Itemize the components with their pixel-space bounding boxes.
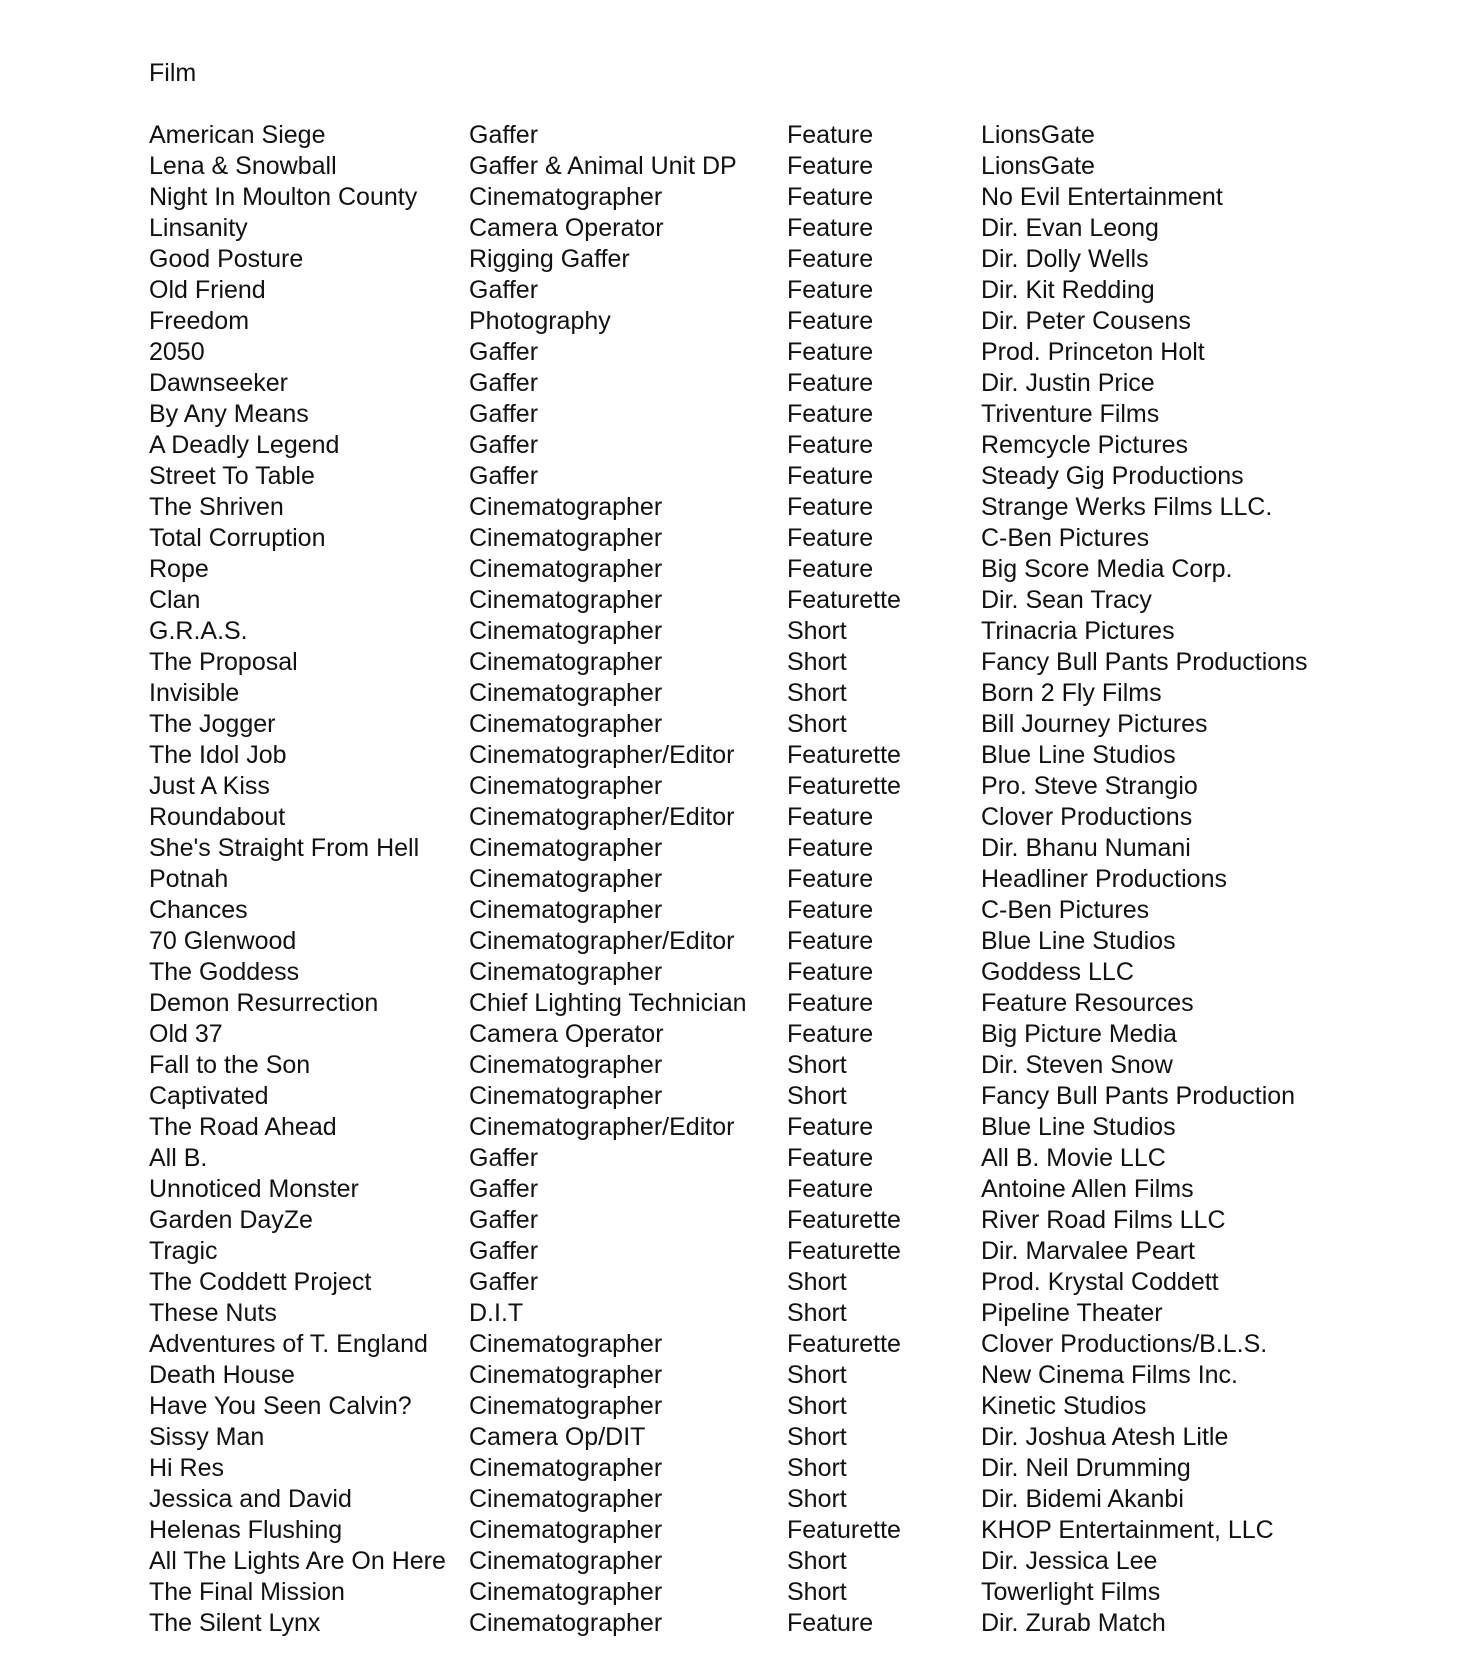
credit-client: Trinacria Pictures: [981, 617, 1175, 645]
credit-client: All B. Movie LLC: [981, 1144, 1166, 1172]
credit-role: Cinematographer: [469, 958, 663, 986]
credit-client: Dir. Kit Redding: [981, 276, 1155, 304]
credit-client: Dir. Marvalee Peart: [981, 1237, 1195, 1265]
credit-type: Feature: [787, 152, 874, 180]
credit-type: Short: [787, 1051, 847, 1079]
credit-title: Invisible: [149, 679, 240, 707]
credit-type: Short: [787, 1485, 847, 1513]
credit-title: Total Corruption: [149, 524, 326, 552]
credit-title: The Road Ahead: [149, 1113, 337, 1141]
credit-client: Pipeline Theater: [981, 1299, 1163, 1327]
credit-title: American Siege: [149, 121, 326, 149]
credit-type: Featurette: [787, 1330, 901, 1358]
credit-title: She's Straight From Hell: [149, 834, 420, 862]
credit-row: [149, 926, 1379, 957]
credit-role: Gaffer: [469, 1268, 539, 1296]
credit-type: Feature: [787, 927, 874, 955]
credit-row: [149, 461, 1379, 492]
credit-role: Gaffer: [469, 338, 539, 366]
credit-role: Cinematographer/Editor: [469, 927, 735, 955]
credit-row: [149, 554, 1379, 585]
credit-title: Night In Moulton County: [149, 183, 418, 211]
credit-role: Cinematographer: [469, 493, 663, 521]
credit-client: KHOP Entertainment, LLC: [981, 1516, 1274, 1544]
credit-title: The Silent Lynx: [149, 1609, 321, 1637]
credit-title: Adventures of T. England: [149, 1330, 428, 1358]
credit-row: [149, 1019, 1379, 1050]
credit-row: [149, 1453, 1379, 1484]
credit-role: Cinematographer: [469, 1516, 663, 1544]
credit-client: LionsGate: [981, 152, 1095, 180]
credit-type: Short: [787, 679, 847, 707]
credit-title: All B.: [149, 1144, 208, 1172]
credit-client: Dir. Zurab Match: [981, 1609, 1166, 1637]
credit-row: [149, 1205, 1379, 1236]
credit-client: Dir. Steven Snow: [981, 1051, 1173, 1079]
credit-title: These Nuts: [149, 1299, 277, 1327]
credit-row: [149, 1329, 1379, 1360]
credit-row: [149, 771, 1379, 802]
credit-type: Featurette: [787, 772, 901, 800]
credit-client: Bill Journey Pictures: [981, 710, 1208, 738]
credit-title: The Shriven: [149, 493, 284, 521]
credit-type: Feature: [787, 803, 874, 831]
credit-type: Short: [787, 1299, 847, 1327]
credit-client: Dir. Sean Tracy: [981, 586, 1152, 614]
credit-type: Feature: [787, 369, 874, 397]
credit-role: Cinematographer: [469, 1547, 663, 1575]
credit-row: [149, 120, 1379, 151]
credit-row: [149, 1143, 1379, 1174]
credit-type: Feature: [787, 183, 874, 211]
credit-type: Short: [787, 710, 847, 738]
credit-row: [149, 1267, 1379, 1298]
credit-type: Feature: [787, 989, 874, 1017]
credit-type: Feature: [787, 1020, 874, 1048]
credit-title: Old 37: [149, 1020, 223, 1048]
credit-title: Good Posture: [149, 245, 304, 273]
credit-row: [149, 399, 1379, 430]
credit-role: Gaffer: [469, 1144, 539, 1172]
credit-row: [149, 616, 1379, 647]
credit-title: G.R.A.S.: [149, 617, 248, 645]
credit-type: Featurette: [787, 1206, 901, 1234]
credit-client: Steady Gig Productions: [981, 462, 1244, 490]
credit-client: Triventure Films: [981, 400, 1160, 428]
credit-type: Feature: [787, 896, 874, 924]
credit-title: Fall to the Son: [149, 1051, 311, 1079]
credit-title: By Any Means: [149, 400, 309, 428]
credit-row: [149, 678, 1379, 709]
credit-client: C-Ben Pictures: [981, 524, 1150, 552]
credit-row: [149, 1081, 1379, 1112]
credit-title: Death House: [149, 1361, 295, 1389]
credit-client: Dir. Evan Leong: [981, 214, 1159, 242]
credit-client: Clover Productions/B.L.S.: [981, 1330, 1268, 1358]
credit-title: Have You Seen Calvin?: [149, 1392, 412, 1420]
credit-type: Feature: [787, 1175, 874, 1203]
credit-client: River Road Films LLC: [981, 1206, 1226, 1234]
credit-role: Cinematographer: [469, 1578, 663, 1606]
credit-client: Dir. Bidemi Akanbi: [981, 1485, 1184, 1513]
credit-client: C-Ben Pictures: [981, 896, 1150, 924]
credit-title: The Jogger: [149, 710, 276, 738]
credit-client: LionsGate: [981, 121, 1095, 149]
credit-role: Cinematographer: [469, 1392, 663, 1420]
credit-title: Street To Table: [149, 462, 315, 490]
credit-row: [149, 1112, 1379, 1143]
credit-title: Clan: [149, 586, 201, 614]
credit-client: Born 2 Fly Films: [981, 679, 1162, 707]
section-heading: Film: [149, 59, 197, 87]
credit-role: D.I.T: [469, 1299, 524, 1327]
credit-row: [149, 802, 1379, 833]
credit-type: Feature: [787, 1113, 874, 1141]
credit-row: [149, 492, 1379, 523]
credit-row: [149, 213, 1379, 244]
credit-title: Dawnseeker: [149, 369, 288, 397]
credit-type: Feature: [787, 431, 874, 459]
credit-row: [149, 864, 1379, 895]
credit-title: Rope: [149, 555, 209, 583]
credit-client: Dir. Jessica Lee: [981, 1547, 1158, 1575]
credit-type: Feature: [787, 1609, 874, 1637]
credit-client: Blue Line Studios: [981, 927, 1176, 955]
credit-row: [149, 740, 1379, 771]
credit-role: Cinematographer: [469, 679, 663, 707]
credit-client: Towerlight Films: [981, 1578, 1161, 1606]
credit-row: [149, 1050, 1379, 1081]
credit-type: Feature: [787, 958, 874, 986]
credit-role: Gaffer: [469, 400, 539, 428]
credit-client: Pro. Steve Strangio: [981, 772, 1198, 800]
credit-row: [149, 1484, 1379, 1515]
credit-row: [149, 1236, 1379, 1267]
credit-role: Cinematographer: [469, 1485, 663, 1513]
credit-title: Helenas Flushing: [149, 1516, 343, 1544]
credit-role: Cinematographer: [469, 586, 663, 614]
credit-title: Sissy Man: [149, 1423, 265, 1451]
credit-role: Cinematographer/Editor: [469, 803, 735, 831]
credit-row: [149, 1577, 1379, 1608]
credit-type: Short: [787, 1423, 847, 1451]
credit-client: Headliner Productions: [981, 865, 1227, 893]
credit-role: Cinematographer: [469, 1082, 663, 1110]
credit-role: Photography: [469, 307, 611, 335]
credit-type: Featurette: [787, 1237, 901, 1265]
credit-type: Short: [787, 1454, 847, 1482]
credit-type: Short: [787, 648, 847, 676]
credit-role: Cinematographer: [469, 1051, 663, 1079]
credit-role: Gaffer: [469, 462, 539, 490]
credit-title: Freedom: [149, 307, 250, 335]
credit-role: Cinematographer: [469, 1361, 663, 1389]
credit-title: A Deadly Legend: [149, 431, 340, 459]
credit-row: [149, 988, 1379, 1019]
credit-role: Camera Op/DIT: [469, 1423, 646, 1451]
credit-client: Dir. Peter Cousens: [981, 307, 1191, 335]
credit-type: Feature: [787, 493, 874, 521]
credit-role: Gaffer: [469, 1206, 539, 1234]
credit-row: [149, 895, 1379, 926]
credit-title: 2050: [149, 338, 205, 366]
credit-row: [149, 709, 1379, 740]
credit-role: Gaffer: [469, 369, 539, 397]
credit-role: Cinematographer: [469, 648, 663, 676]
credit-client: Dir. Bhanu Numani: [981, 834, 1191, 862]
credit-type: Feature: [787, 121, 874, 149]
credit-role: Rigging Gaffer: [469, 245, 630, 273]
credit-role: Gaffer: [469, 121, 539, 149]
credit-row: [149, 182, 1379, 213]
credit-title: Tragic: [149, 1237, 218, 1265]
credit-type: Short: [787, 1082, 847, 1110]
credit-client: New Cinema Films Inc.: [981, 1361, 1238, 1389]
credit-title: Demon Resurrection: [149, 989, 379, 1017]
credit-client: Blue Line Studios: [981, 1113, 1176, 1141]
credit-role: Cinematographer: [469, 896, 663, 924]
credit-row: [149, 275, 1379, 306]
credit-client: Remcycle Pictures: [981, 431, 1188, 459]
credit-row: [149, 151, 1379, 182]
credit-row: [149, 1608, 1379, 1639]
credit-title: Captivated: [149, 1082, 269, 1110]
credit-row: [149, 1174, 1379, 1205]
credit-row: [149, 337, 1379, 368]
credit-role: Cinematographer: [469, 617, 663, 645]
credit-role: Cinematographer: [469, 555, 663, 583]
credit-row: [149, 1360, 1379, 1391]
credit-role: Cinematographer: [469, 1454, 663, 1482]
credit-type: Feature: [787, 338, 874, 366]
credit-title: Chances: [149, 896, 248, 924]
credit-role: Gaffer: [469, 1237, 539, 1265]
credit-role: Cinematographer: [469, 834, 663, 862]
credit-title: Jessica and David: [149, 1485, 352, 1513]
credit-type: Short: [787, 1361, 847, 1389]
credit-role: Gaffer: [469, 1175, 539, 1203]
credit-row: [149, 647, 1379, 678]
credit-title: The Final Mission: [149, 1578, 345, 1606]
credit-title: Potnah: [149, 865, 229, 893]
credit-role: Gaffer: [469, 431, 539, 459]
credit-title: The Idol Job: [149, 741, 287, 769]
credit-role: Cinematographer: [469, 865, 663, 893]
credit-type: Featurette: [787, 741, 901, 769]
credit-type: Featurette: [787, 586, 901, 614]
credit-client: Prod. Princeton Holt: [981, 338, 1205, 366]
credit-title: All The Lights Are On Here: [149, 1547, 446, 1575]
credit-type: Featurette: [787, 1516, 901, 1544]
credit-client: Goddess LLC: [981, 958, 1134, 986]
credit-row: [149, 1422, 1379, 1453]
credit-title: The Coddett Project: [149, 1268, 372, 1296]
credit-role: Cinematographer: [469, 1609, 663, 1637]
credit-row: [149, 1391, 1379, 1422]
credit-type: Short: [787, 1547, 847, 1575]
credit-type: Feature: [787, 462, 874, 490]
credit-type: Feature: [787, 555, 874, 583]
credit-title: 70 Glenwood: [149, 927, 297, 955]
credit-type: Feature: [787, 276, 874, 304]
credit-type: Feature: [787, 834, 874, 862]
credit-role: Cinematographer: [469, 710, 663, 738]
credit-client: Dir. Dolly Wells: [981, 245, 1149, 273]
credit-title: Linsanity: [149, 214, 248, 242]
credit-role: Camera Operator: [469, 1020, 664, 1048]
credit-type: Short: [787, 1392, 847, 1420]
credit-row: [149, 244, 1379, 275]
credit-row: [149, 430, 1379, 461]
credit-type: Short: [787, 1268, 847, 1296]
credit-row: [149, 1515, 1379, 1546]
credit-title: Unnoticed Monster: [149, 1175, 359, 1203]
credit-title: The Proposal: [149, 648, 298, 676]
credit-type: Short: [787, 1578, 847, 1606]
credit-type: Feature: [787, 524, 874, 552]
credit-client: Big Score Media Corp.: [981, 555, 1233, 583]
credit-client: Dir. Joshua Atesh Litle: [981, 1423, 1229, 1451]
credit-role: Cinematographer/Editor: [469, 741, 735, 769]
credit-title: The Goddess: [149, 958, 300, 986]
credit-title: Lena & Snowball: [149, 152, 337, 180]
credit-client: Dir. Justin Price: [981, 369, 1155, 397]
credit-client: Feature Resources: [981, 989, 1194, 1017]
credit-row: [149, 1298, 1379, 1329]
credit-role: Gaffer & Animal Unit DP: [469, 152, 737, 180]
credit-type: Short: [787, 617, 847, 645]
film-credits-list: [149, 120, 1379, 1639]
credit-title: Hi Res: [149, 1454, 225, 1482]
credit-client: Kinetic Studios: [981, 1392, 1147, 1420]
credit-role: Chief Lighting Technician: [469, 989, 747, 1017]
credit-role: Cinematographer/Editor: [469, 1113, 735, 1141]
credit-row: [149, 833, 1379, 864]
credit-title: Old Friend: [149, 276, 266, 304]
credit-client: Big Picture Media: [981, 1020, 1177, 1048]
credit-row: [149, 1546, 1379, 1577]
credit-row: [149, 523, 1379, 554]
credit-client: Clover Productions: [981, 803, 1193, 831]
credit-row: [149, 306, 1379, 337]
credit-title: Garden DayZe: [149, 1206, 313, 1234]
credit-role: Cinematographer: [469, 772, 663, 800]
credit-title: Just A Kiss: [149, 772, 270, 800]
credit-client: Antoine Allen Films: [981, 1175, 1194, 1203]
credit-row: [149, 957, 1379, 988]
credit-type: Feature: [787, 400, 874, 428]
credit-type: Feature: [787, 1144, 874, 1172]
credit-client: Dir. Neil Drumming: [981, 1454, 1191, 1482]
credit-title: Roundabout: [149, 803, 286, 831]
credit-role: Cinematographer: [469, 1330, 663, 1358]
credit-client: Fancy Bull Pants Production: [981, 1082, 1296, 1110]
credit-role: Camera Operator: [469, 214, 664, 242]
credit-type: Feature: [787, 245, 874, 273]
credit-client: Fancy Bull Pants Productions: [981, 648, 1308, 676]
credit-client: Strange Werks Films LLC.: [981, 493, 1273, 521]
credit-client: No Evil Entertainment: [981, 183, 1223, 211]
credit-client: Prod. Krystal Coddett: [981, 1268, 1219, 1296]
credit-type: Feature: [787, 307, 874, 335]
credit-role: Cinematographer: [469, 183, 663, 211]
credit-row: [149, 585, 1379, 616]
credit-type: Feature: [787, 214, 874, 242]
credit-role: Cinematographer: [469, 524, 663, 552]
credit-row: [149, 368, 1379, 399]
credit-client: Blue Line Studios: [981, 741, 1176, 769]
credit-type: Feature: [787, 865, 874, 893]
credit-role: Gaffer: [469, 276, 539, 304]
